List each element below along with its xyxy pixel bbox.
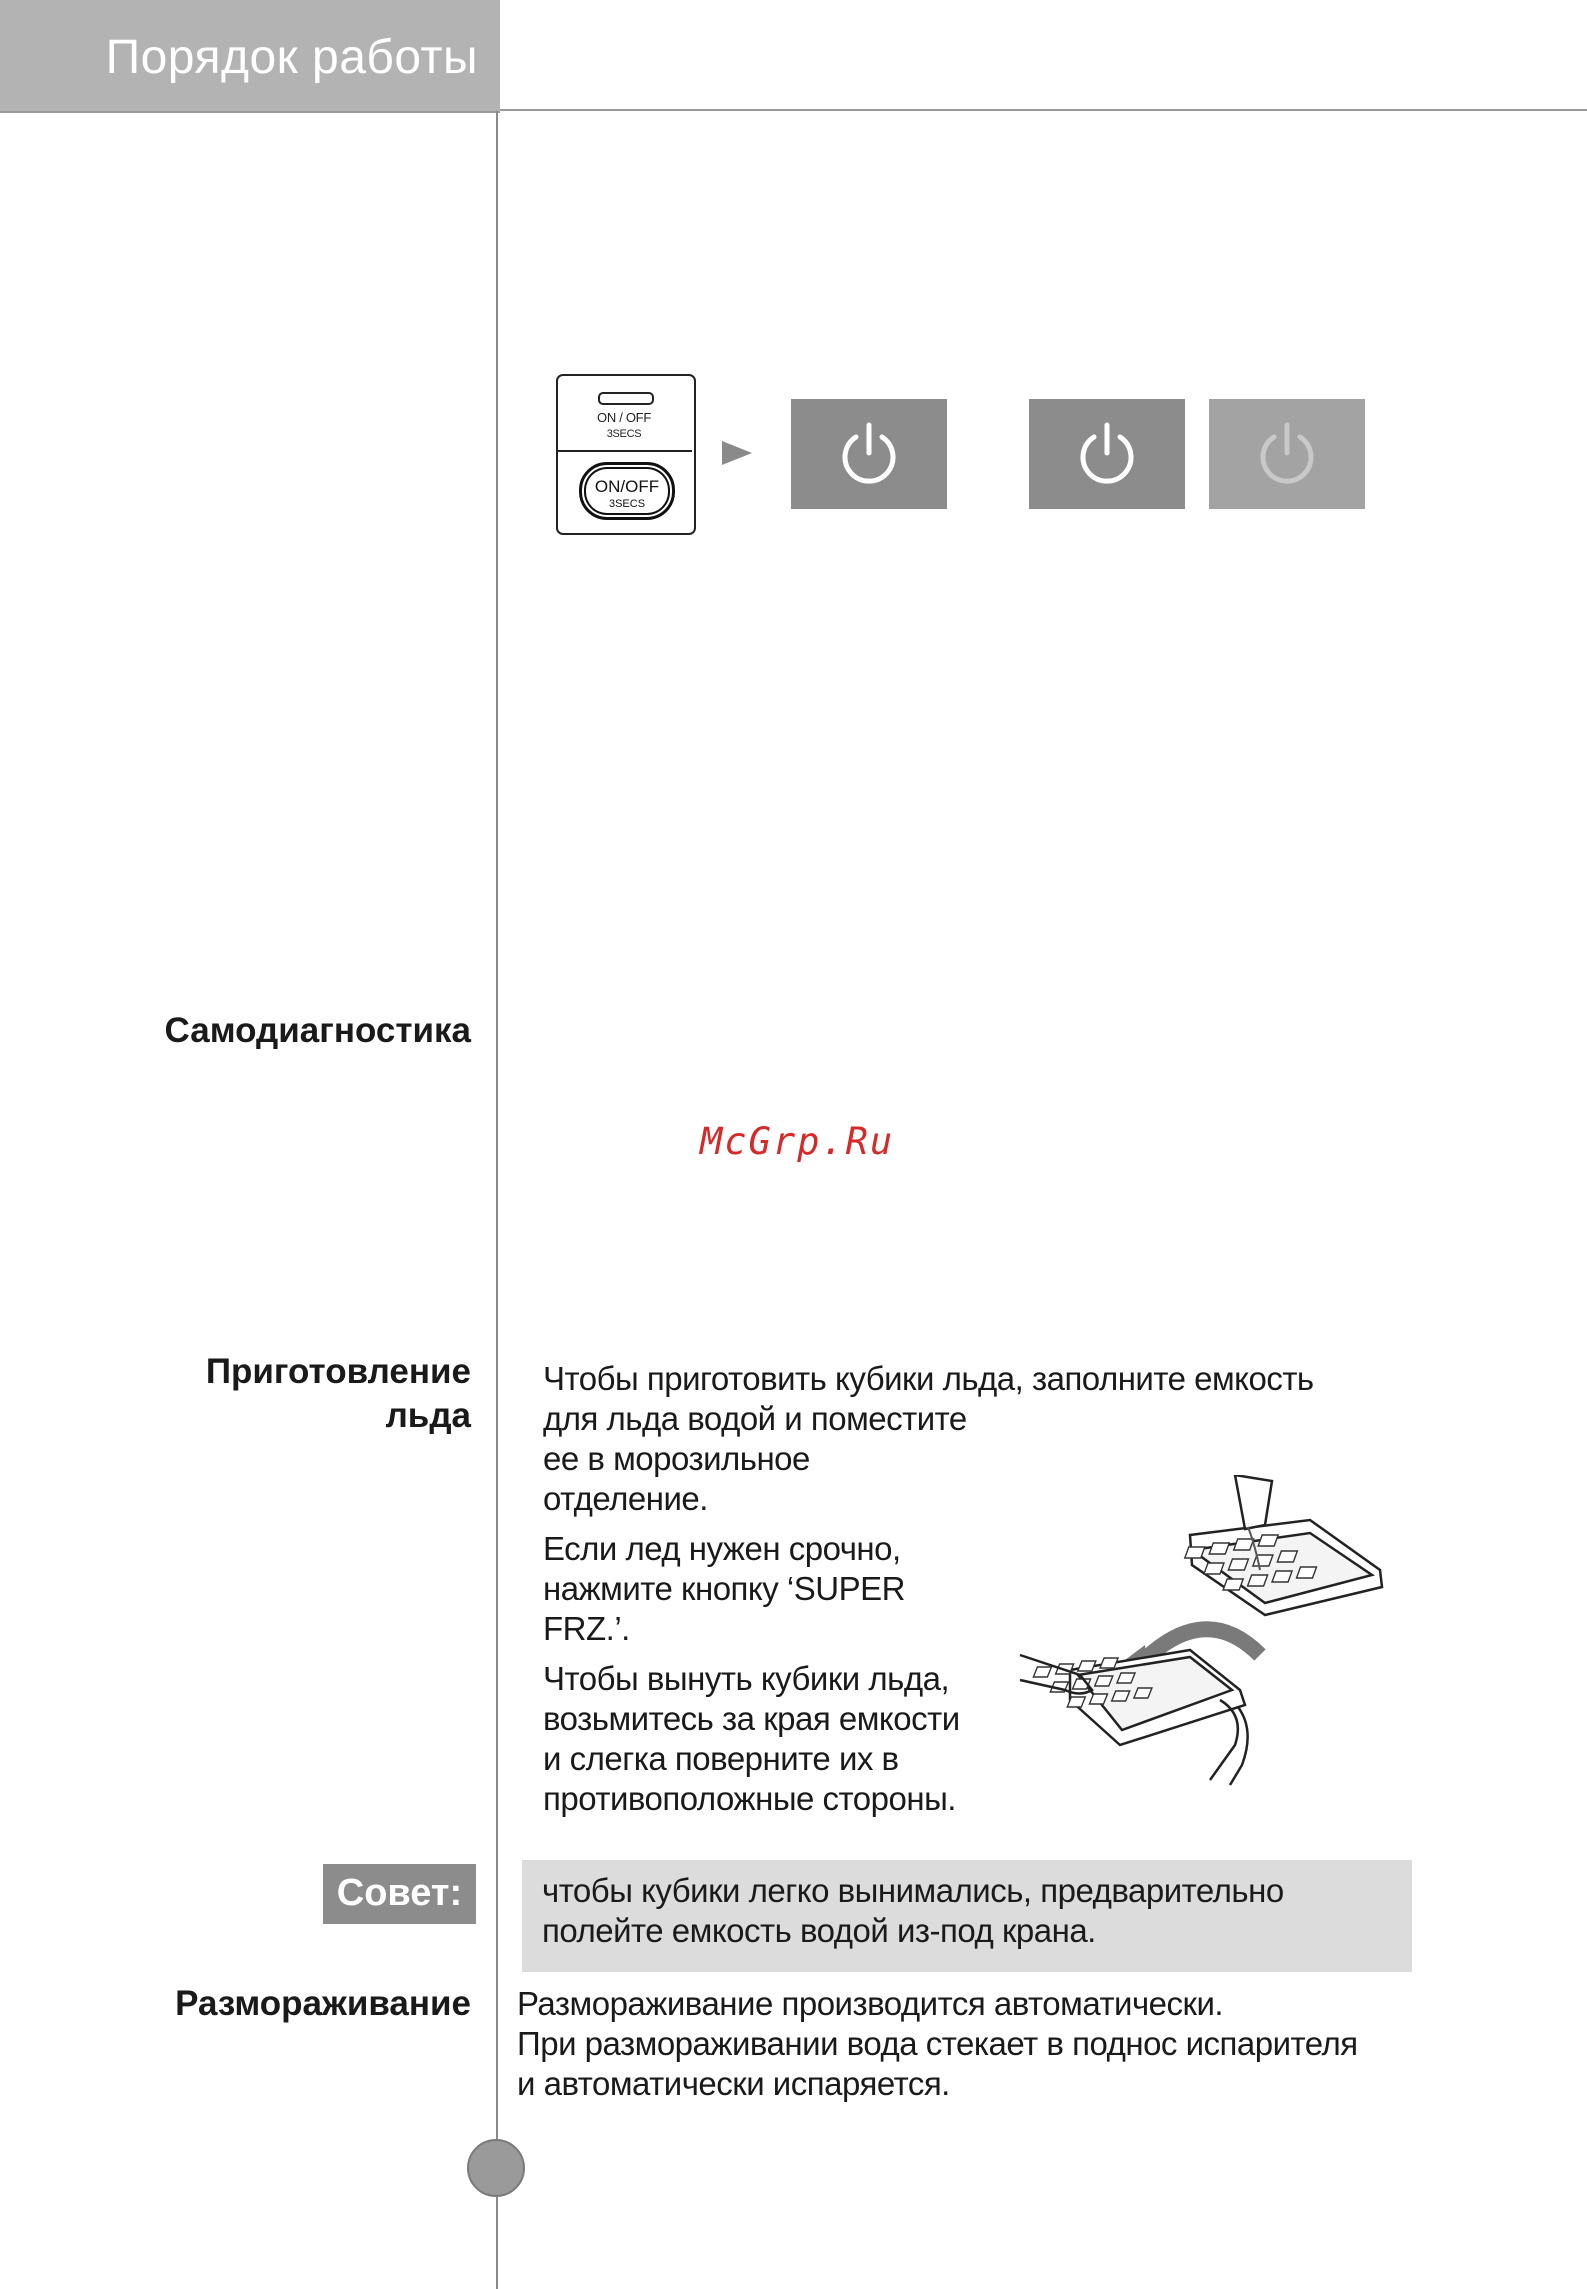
heading-self-diagnosis: Самодиагностика <box>164 1011 471 1050</box>
text-line: Размораживание производится автоматически. <box>517 1985 1224 2022</box>
text-line: чтобы кубики легко вынимались, предварительно <box>542 1872 1284 1909</box>
ice-tray-illustration <box>1010 1475 1390 1795</box>
power-icon <box>838 421 900 487</box>
text-line: ее в морозильное <box>543 1440 810 1477</box>
text-line: полейте емкость водой из-под крана. <box>542 1912 1096 1949</box>
on-off-button-label: ON/OFF <box>594 477 660 496</box>
text-line: возьмитесь за края емкости <box>543 1700 960 1737</box>
power-display-2 <box>1029 399 1185 509</box>
text-line: При размораживании вода стекает в поднос испарителя <box>517 2025 1358 2062</box>
arrow-right-icon <box>722 441 752 465</box>
defrost-text <box>517 1984 1358 2104</box>
tip-text <box>542 1871 1284 1951</box>
text-line: отделение. <box>543 1480 708 1517</box>
text-line: для льда водой и поместите <box>543 1400 967 1437</box>
power-display-3 <box>1209 399 1365 509</box>
panel-divider <box>558 450 692 452</box>
page-marker-circle <box>467 2139 525 2197</box>
header-divider-left <box>0 111 500 113</box>
power-icon-dimmed <box>1256 421 1318 487</box>
text-line: и автоматически испаряется. <box>517 2065 950 2102</box>
heading-defrost: Размораживание <box>175 1984 471 2023</box>
power-display-1 <box>791 399 947 509</box>
watermark-text: McGrp.Ru <box>700 1120 895 1163</box>
column-divider <box>496 111 498 2289</box>
on-off-button-sublabel: 3SECS <box>608 498 646 510</box>
tip-badge: Совет: <box>323 1864 476 1924</box>
panel-sublabel: 3SECS <box>606 428 642 440</box>
text-line: и слегка поверните их в <box>543 1740 899 1777</box>
text-line: нажмите кнопку ‘SUPER <box>543 1570 905 1607</box>
header-divider <box>500 109 1587 111</box>
heading-ice-making-line2: льда <box>385 1396 471 1435</box>
text-line: Чтобы приготовить кубики льда, заполните емкость <box>543 1360 1314 1397</box>
indicator-slot <box>598 392 654 405</box>
text-line: FRZ.’. <box>543 1610 630 1647</box>
panel-label: ON / OFF <box>597 410 651 425</box>
text-line: Чтобы вынуть кубики льда, <box>543 1660 950 1697</box>
text-line: противоположные стороны. <box>543 1780 956 1817</box>
text-line: Если лед нужен срочно, <box>543 1530 901 1567</box>
power-icon <box>1076 421 1138 487</box>
page-title: Порядок работы <box>105 31 478 84</box>
heading-ice-making-line1: Приготовление <box>205 1352 471 1391</box>
